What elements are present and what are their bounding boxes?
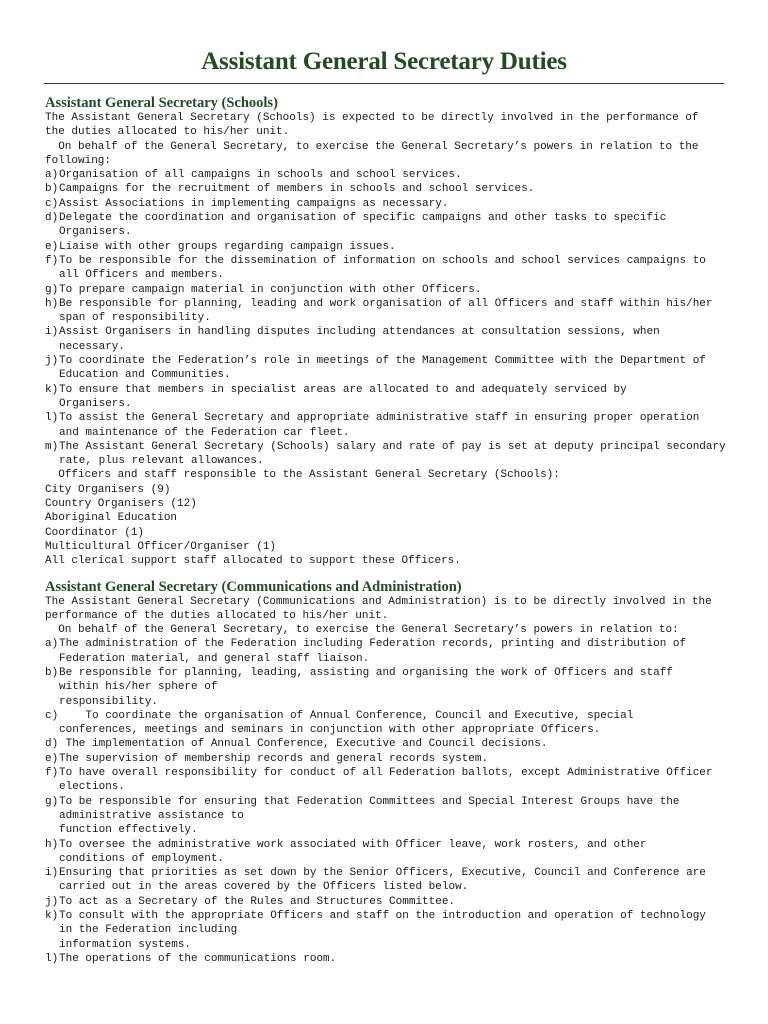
paragraph-line: The Assistant General Secretary (Schools) is expected to be directly involved in the performance of: [45, 112, 699, 124]
list-item: [45, 952, 725, 966]
list-item-text: To coordinate the Federation’s role in meetings of the Management Committee with the Department of: [59, 355, 706, 368]
list-item-text: To be responsible for the dissemination of information on schools and school services campaigns to: [59, 254, 706, 267]
list-item: [45, 254, 725, 268]
list-item-continuation: rate, plus relevant allowances.: [59, 455, 264, 468]
list-item-marker: f): [45, 254, 59, 267]
list-item: [45, 283, 725, 297]
list-item: [45, 240, 725, 254]
list-item-marker: d): [45, 738, 59, 751]
list-item-continuation: within his/her sphere of: [59, 681, 218, 694]
list-item: [45, 766, 725, 780]
list-item-continuation: carried out in the areas covered by the Officers listed below.: [59, 881, 469, 894]
paragraph-line: Country Organisers (12): [45, 498, 197, 511]
list-item-continuation: Federation material, and general staff liaison.: [59, 652, 370, 665]
list-item-marker: e): [45, 752, 59, 765]
list-item-marker: b): [45, 183, 59, 196]
list-item-marker: c): [45, 709, 59, 722]
list-item: [45, 197, 725, 211]
section-heading: Assistant General Secretary (Schools): [45, 95, 278, 111]
list-item-text: To oversee the administrative work associated with Officer leave, work rosters, and other: [59, 838, 647, 851]
list-item: [45, 325, 725, 339]
document-body: [45, 95, 725, 966]
list-item-continuation: Organisers.: [59, 226, 132, 239]
list-item-text: The supervision of membership records and general records system.: [59, 752, 489, 765]
list-item-continuation: Education and Communities.: [59, 369, 231, 382]
paragraph-line: All clerical support staff allocated to support these Officers.: [45, 555, 461, 568]
list-item-marker: m): [45, 440, 59, 453]
list-item-text: To assist the General Secretary and appropriate administrative staff in ensuring proper operation: [59, 412, 700, 425]
page-title: Assistant General Secretary Duties: [201, 48, 567, 75]
list-item-marker: j): [45, 355, 59, 368]
list-item-continuation: conditions of employment.: [59, 852, 225, 865]
list-item-continuation: elections.: [59, 781, 126, 794]
paragraph-line: Aboriginal Education: [45, 512, 178, 525]
list-item-text: Be responsible for planning, leading, assisting and organising the work of Officers and staff: [59, 666, 673, 679]
paragraph-line: The Assistant General Secretary (Communications and Administration) is to be directly involved in the: [45, 595, 712, 608]
list-item-continuation: conferences, meetings and seminars in conjunction with other appropriate Officers.: [59, 724, 601, 737]
list-item-marker: j): [45, 895, 59, 908]
list-item-text: The operations of the communications room.: [59, 952, 337, 965]
list-item-marker: a): [45, 638, 59, 651]
list-item: [45, 866, 725, 880]
paragraph-line: On behalf of the General Secretary, to exercise the General Secretary’s powers in relation to:: [45, 624, 679, 637]
list-item-continuation: function effectively.: [59, 824, 198, 837]
list-item-text: Be responsible for planning, leading and work organisation of all Officers and staff within his/her: [59, 297, 713, 310]
paragraph-line: following:: [45, 154, 112, 167]
paragraph-line: Officers and staff responsible to the Assistant General Secretary (Schools):: [45, 469, 560, 482]
list-item: [45, 838, 725, 852]
list-item-marker: g): [45, 795, 59, 808]
list-item: [45, 211, 725, 225]
list-item-marker: e): [45, 240, 59, 253]
list-item-text: To consult with the appropriate Officers and staff on the introduction and operation of technology: [59, 910, 706, 923]
list-item-text: To ensure that members in specialist areas are allocated to and adequately serviced by: [59, 383, 627, 396]
paragraph-line: Multicultural Officer/Organiser (1): [45, 540, 277, 553]
list-item-text: The administration of the Federation including Federation records, printing and distribution of: [59, 638, 687, 651]
list-item-continuation: administrative assistance to: [59, 809, 244, 822]
list-item: [45, 354, 725, 368]
list-item-text: To be responsible for ensuring that Federation Committees and Special Interest Groups have the: [59, 795, 680, 808]
list-item: [45, 440, 725, 454]
title-divider: [44, 83, 724, 84]
list-item-text: Assist Associations in implementing campaigns as necessary.: [59, 197, 449, 210]
list-item-continuation: responsibility.: [59, 695, 159, 708]
list-item-text: To coordinate the organisation of Annual Conference, Council and Executive, special: [59, 709, 634, 722]
list-item-text: Campaigns for the recruitment of members in schools and school services.: [59, 183, 535, 196]
list-item-text: The implementation of Annual Conference, Executive and Council decisions.: [59, 738, 548, 751]
list-item: [45, 909, 725, 923]
list-item-continuation: span of responsibility.: [59, 312, 211, 325]
list-item-continuation: all Officers and members.: [59, 269, 225, 282]
list-item-continuation: Organisers.: [59, 397, 132, 410]
list-item: [45, 737, 725, 751]
list-item: [45, 383, 725, 397]
list-item-marker: l): [45, 952, 59, 965]
paragraph-line: performance of the duties allocated to his/her unit.: [45, 609, 389, 622]
list-item-text: Organisation of all campaigns in schools and school services.: [59, 169, 462, 182]
paragraph-line: Coordinator (1): [45, 526, 145, 539]
list-item-text: Ensuring that priorities as set down by the Senior Officers, Executive, Council and Conference are: [59, 867, 706, 880]
list-item-marker: b): [45, 666, 59, 679]
paragraph-line: the duties allocated to his/her unit.: [45, 126, 290, 139]
list-item-text: To prepare campaign material in conjunction with other Officers.: [59, 283, 482, 296]
paragraph-line: On behalf of the General Secretary, to exercise the General Secretary’s powers in relation to the: [45, 140, 699, 153]
list-item-text: To act as a Secretary of the Rules and Structures Committee.: [59, 895, 456, 908]
list-item-marker: c): [45, 197, 59, 210]
list-item-marker: i): [45, 867, 59, 880]
list-item-text: Delegate the coordination and organisation of specific campaigns and other tasks to specific: [59, 212, 667, 225]
list-item-marker: l): [45, 412, 59, 425]
list-item: [45, 666, 725, 680]
list-item: [45, 168, 725, 182]
list-item-continuation: and maintenance of the Federation car fleet.: [59, 426, 350, 439]
list-item-marker: i): [45, 326, 59, 339]
list-item-text: The Assistant General Secretary (Schools) salary and rate of pay is set at deputy principal secondary: [59, 440, 726, 453]
list-item-marker: k): [45, 910, 59, 923]
list-item-continuation: in the Federation including: [59, 924, 238, 937]
section-heading: Assistant General Secretary (Communications and Administration): [45, 578, 462, 595]
list-item: [45, 637, 725, 651]
list-item-marker: d): [45, 212, 59, 225]
list-item: [45, 297, 725, 311]
list-item: [45, 795, 725, 809]
list-item-continuation: information systems.: [59, 938, 192, 951]
list-item: [45, 182, 725, 196]
list-item-text: Assist Organisers in handling disputes including attendances at consultation sessions, when: [59, 326, 660, 339]
list-item: [45, 709, 725, 723]
list-item: [45, 411, 725, 425]
list-item-text: Liaise with other groups regarding campaign issues.: [59, 240, 396, 253]
list-item: [45, 752, 725, 766]
list-item-continuation: necessary.: [59, 340, 126, 353]
list-item-marker: a): [45, 169, 59, 182]
list-item-text: To have overall responsibility for conduct of all Federation ballots, except Administrative Officer: [59, 767, 713, 780]
list-item-marker: f): [45, 767, 59, 780]
list-item-marker: g): [45, 283, 59, 296]
list-item-marker: h): [45, 297, 59, 310]
list-item-marker: k): [45, 383, 59, 396]
list-item-marker: h): [45, 838, 59, 851]
paragraph-line: City Organisers (9): [45, 483, 171, 496]
list-item: [45, 895, 725, 909]
